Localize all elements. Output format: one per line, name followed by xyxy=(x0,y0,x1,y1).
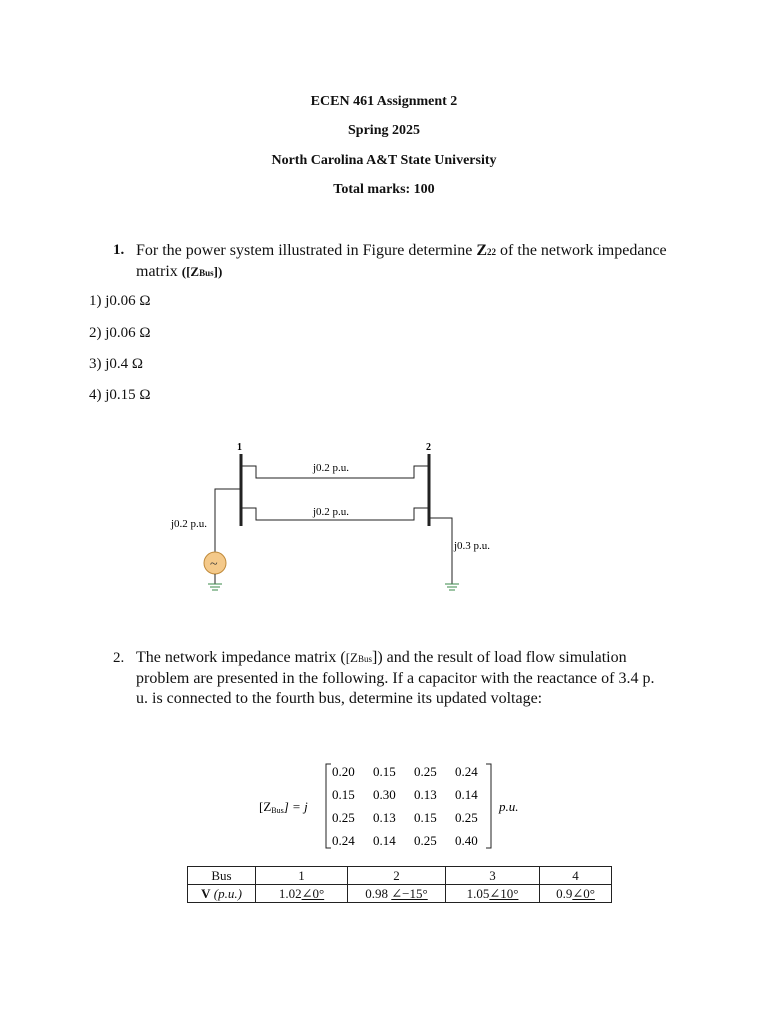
matrix-cell: 0.30 xyxy=(373,787,396,802)
assignment-title: ECEN 461 Assignment 2 xyxy=(310,94,458,109)
q2-text: The network impedance matrix ([ZBus]) and the result of load flow simulation problem are presented in the following. If a capacitor with the reactance of 3.4 p. u. is connected to the fourth bus, determine its updated voltage: xyxy=(136,649,655,707)
matrix-left-bracket xyxy=(326,764,331,848)
total-marks: Total marks: 100 xyxy=(333,182,435,197)
zbus-symbol: ([ZBus]) xyxy=(181,264,223,279)
matrix-lhs: [ZBus] = j xyxy=(259,799,308,815)
q1-option-1: 1) j0.06 Ω xyxy=(89,293,151,309)
bus-number-3: 3 xyxy=(446,867,540,885)
line-bottom-label: j0.2 p.u. xyxy=(313,506,350,518)
q1-option-3: 3) j0.4 Ω xyxy=(89,356,144,372)
voltage-bus-3: 1.05∠10° xyxy=(446,885,540,903)
q1-text xyxy=(136,241,696,283)
q2-line2: problem are presented in the following. If a capacitor with the reactance of 3.4 p. xyxy=(136,670,655,687)
bus-number-4: 4 xyxy=(540,867,612,885)
matrix-cell: 0.40 xyxy=(455,833,478,848)
term: Spring 2025 xyxy=(348,123,420,138)
q2-line3: u. is connected to the fourth bus, determine its updated voltage: xyxy=(136,690,543,707)
matrix-cell: 0.14 xyxy=(373,833,396,848)
matrix-cell: 0.15 xyxy=(414,810,437,825)
bus-number-1: 1 xyxy=(256,867,348,885)
table-row xyxy=(188,867,612,885)
power-system-figure xyxy=(160,436,491,604)
q1-line2-pre: matrix xyxy=(136,263,182,280)
q2-line1-pre: The network impedance matrix ( xyxy=(136,649,346,666)
matrix-cell: 0.15 xyxy=(373,764,396,779)
voltage-bus-1: 1.02∠0° xyxy=(256,885,348,903)
matrix-cell: 0.13 xyxy=(373,810,396,825)
q2-zbus-symbol: [ZBus xyxy=(345,650,372,665)
voltage-bus-2: 0.98 ∠−15° xyxy=(348,885,446,903)
load-impedance-label: j0.3 p.u. xyxy=(454,540,491,552)
matrix-cell: 0.24 xyxy=(455,764,478,779)
zbus-matrix xyxy=(255,756,535,856)
voltage-table xyxy=(187,866,612,903)
load-branch xyxy=(429,518,452,584)
bus-number-2: 2 xyxy=(348,867,446,885)
q2-number: 2. xyxy=(113,650,125,666)
z22-symbol: Z22 xyxy=(476,242,497,259)
matrix-unit: p.u. xyxy=(499,799,519,814)
q1-option-2: 2) j0.06 Ω xyxy=(89,325,151,341)
matrix-cell: 0.25 xyxy=(455,810,478,825)
matrix-cell: 0.25 xyxy=(332,810,355,825)
voltage-bus-4: 0.9∠0° xyxy=(540,885,612,903)
matrix-cell: 0.13 xyxy=(414,787,437,802)
matrix-cell: 0.15 xyxy=(332,787,355,802)
gen-branch xyxy=(215,489,241,552)
matrix-right-bracket xyxy=(486,764,491,848)
matrix-cell: 0.14 xyxy=(455,787,478,802)
matrix-cell: 0.25 xyxy=(414,764,437,779)
generator-symbol: ~ xyxy=(210,557,218,572)
university: North Carolina A&T State University xyxy=(271,153,497,168)
q1-line1-post: of the network impedance xyxy=(496,242,667,259)
bus-header: Bus xyxy=(188,867,256,885)
q1-option-4: 4) j0.15 Ω xyxy=(89,387,151,403)
matrix-cell: 0.20 xyxy=(332,764,355,779)
q2-line1-post: and the result of load flow simulation xyxy=(382,649,627,666)
bus-1-label: 1 xyxy=(237,442,242,453)
q1-number: 1. xyxy=(113,242,125,258)
bus-2-label: 2 xyxy=(426,442,431,453)
line-top-label: j0.2 p.u. xyxy=(313,462,350,474)
q1-line1-pre: For the power system illustrated in Figure determine xyxy=(136,242,477,259)
table-row xyxy=(188,885,612,903)
voltage-row-label: V (p.u.) xyxy=(188,885,256,903)
gen-impedance-label: j0.2 p.u. xyxy=(171,518,208,530)
matrix-cell: 0.25 xyxy=(414,833,437,848)
matrix-cell: 0.24 xyxy=(332,833,355,848)
